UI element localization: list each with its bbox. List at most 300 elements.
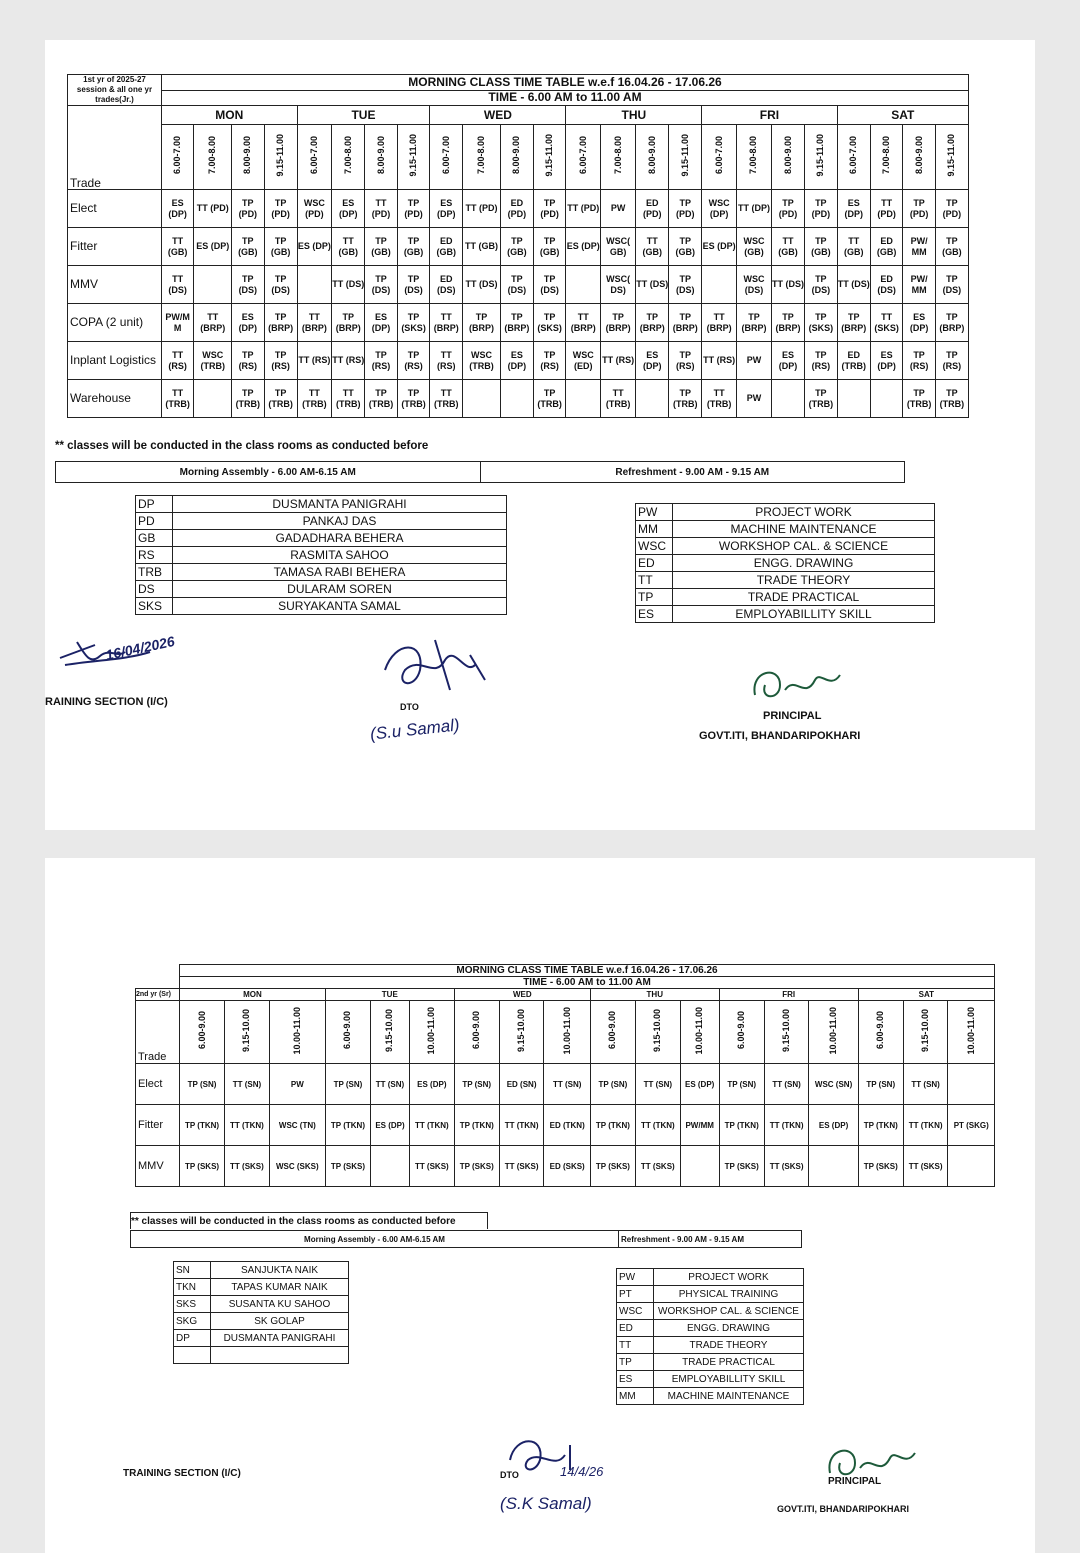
- timetable-title: MORNING CLASS TIME TABLE w.e.f 16.04.26 - 17.06.26: [180, 965, 995, 977]
- timetable-cell: TT (SKS): [870, 304, 902, 342]
- timetable-cell: TT (SN): [635, 1064, 680, 1105]
- legend-name: PHYSICAL TRAINING: [654, 1286, 804, 1303]
- training-section-label: RAINING SECTION (I/C): [45, 696, 168, 708]
- instructor-legend: [173, 1261, 349, 1364]
- trade-row: [136, 1105, 995, 1146]
- timetable-cell: [463, 380, 501, 418]
- dto-date: 14/4/26: [560, 1464, 604, 1479]
- session-header: [454, 1001, 499, 1064]
- session-time: 8.00-9.00: [375, 136, 386, 175]
- timetable-cell: TT (TRB): [601, 380, 636, 418]
- legend-row: [617, 1303, 804, 1320]
- legend-name: SUSANTA KU SAHOO: [211, 1296, 349, 1313]
- training-section-label: TRAINING SECTION (I/C): [123, 1468, 241, 1479]
- timetable-cell: TT (RS): [702, 342, 737, 380]
- day-header-thu: THU: [590, 989, 719, 1001]
- trade-row: [68, 380, 969, 418]
- legend-code: SKS: [136, 598, 173, 615]
- timetable-cell: TP (SKS): [325, 1146, 370, 1187]
- session-time: 9.15-10.00: [920, 1008, 931, 1053]
- timetable-cell: [772, 380, 805, 418]
- legend-name: TAPAS KUMAR NAIK: [211, 1279, 349, 1296]
- session-time: 10.00-11.00: [291, 1006, 302, 1055]
- trade-header: Trade: [68, 106, 162, 190]
- timetable-cell: TT (DS): [332, 266, 365, 304]
- timetable-cell: ES (DP): [809, 1105, 858, 1146]
- timetable-cell: TP (RS): [365, 342, 398, 380]
- timetable-cell: TT (DS): [837, 266, 870, 304]
- legend-code: RS: [136, 547, 173, 564]
- legend-name: EMPLOYABILLITY SKILL: [673, 606, 935, 623]
- timetable-cell: TP (TKN): [590, 1105, 635, 1146]
- legend-code: SN: [174, 1262, 211, 1279]
- legend-name: SK GOLAP: [211, 1313, 349, 1330]
- day-header-sat: SAT: [858, 989, 994, 1001]
- session-header: [325, 1001, 370, 1064]
- timetable-cell: WSC (TRB): [463, 342, 501, 380]
- timetable-cell: ES (DP): [500, 342, 533, 380]
- timetable-cell: TT (TRB): [162, 380, 194, 418]
- legend-row: [636, 521, 935, 538]
- session-time: 6.00-7.00: [172, 136, 183, 175]
- timetable-cell: PW: [269, 1064, 325, 1105]
- timetable-cell: TT (TKN): [499, 1105, 544, 1146]
- timetable-cell: TP (TKN): [858, 1105, 903, 1146]
- day-header-tue: TUE: [297, 106, 430, 125]
- session-header: [180, 1001, 225, 1064]
- second-year-timetable: [135, 964, 995, 1187]
- morning-assembly: Morning Assembly - 6.00 AM-6.15 AM: [304, 1234, 445, 1244]
- classroom-note-text: ** classes will be conducted in the class rooms as conducted before: [131, 1215, 456, 1227]
- legend-code: ES: [636, 606, 673, 623]
- timetable-cell: WSC (PD): [297, 190, 332, 228]
- dto-name: (S.K Samal): [500, 1494, 592, 1513]
- timetable-cell: TP (GB): [365, 228, 398, 266]
- session-header: [409, 1001, 454, 1064]
- timetable-cell: TT (DS): [772, 266, 805, 304]
- timetable-cell: [500, 380, 533, 418]
- session-header: [499, 1001, 544, 1064]
- timetable-cell: ES (DP): [409, 1064, 454, 1105]
- day-header-tue: TUE: [325, 989, 454, 1001]
- timetable-cell: ES (DP): [370, 1105, 409, 1146]
- session-header: [719, 1001, 764, 1064]
- session-time: 10.00-11.00: [965, 1006, 976, 1055]
- session-time: 7.00-8.00: [207, 136, 218, 175]
- trade-header: Trade: [136, 1001, 180, 1064]
- timetable-cell: TT (SN): [764, 1064, 809, 1105]
- legend-code: MM: [636, 521, 673, 538]
- institute-name: GOVT.ITI, BHANDARIPOKHARI: [777, 1504, 910, 1514]
- timetable-cell: WSC (DP): [702, 190, 737, 228]
- session-header: [764, 1001, 809, 1064]
- timetable-cell: TP (GB): [669, 228, 702, 266]
- timetable-cell: TP (DS): [533, 266, 566, 304]
- session-header: [500, 125, 533, 190]
- legend-code: DP: [174, 1330, 211, 1347]
- timetable-cell: TT (BRP): [194, 304, 232, 342]
- timetable-cell: TT (PD): [870, 190, 902, 228]
- timetable-cell: TT (TRB): [332, 380, 365, 418]
- timetable-cell: PT (SKG): [948, 1105, 995, 1146]
- timing-bar: [55, 461, 905, 483]
- timetable-cell: ED (GB): [430, 228, 463, 266]
- legend-row: [174, 1279, 349, 1296]
- timetable-cell: [948, 1064, 995, 1105]
- timetable-cell: TP (GB): [500, 228, 533, 266]
- timetable-cell: ES (DP): [870, 342, 902, 380]
- timetable-cell: TT (DS): [636, 266, 669, 304]
- legend-name: PROJECT WORK: [673, 504, 935, 521]
- timetable-cell: ES (DP): [636, 342, 669, 380]
- timetable-cell: TP (TRB): [397, 380, 430, 418]
- timetable-cell: TP (SN): [325, 1064, 370, 1105]
- timetable-cell: ED (PD): [500, 190, 533, 228]
- legend-row: [636, 589, 935, 606]
- timetable-cell: TP (SKS): [590, 1146, 635, 1187]
- instructor-legend: [135, 495, 507, 615]
- session-header: [948, 1001, 995, 1064]
- session-time: 7.00-8.00: [748, 136, 759, 175]
- legend-code: MM: [617, 1388, 654, 1405]
- session-header: [297, 125, 332, 190]
- session-header: [397, 125, 430, 190]
- legend-row: [174, 1330, 349, 1347]
- timetable-cell: [837, 380, 870, 418]
- timetable-cell: TT (SKS): [764, 1146, 809, 1187]
- timetable-cell: ED (TRB): [837, 342, 870, 380]
- timetable-cell: [636, 380, 669, 418]
- legend-name: EMPLOYABILLITY SKILL: [654, 1371, 804, 1388]
- refreshment: Refreshment - 9.00 AM - 9.15 AM: [618, 1231, 801, 1247]
- session-time: 8.00-9.00: [782, 136, 793, 175]
- timetable-cell: TP (PD): [805, 190, 838, 228]
- timing-bar: [130, 1230, 802, 1248]
- legend-row: [636, 606, 935, 623]
- legend-name: GADADHARA BEHERA: [173, 530, 507, 547]
- timetable-cell: WSC (GB): [736, 228, 771, 266]
- timetable-cell: WSC( DS): [601, 266, 636, 304]
- timetable-cell: TT (DS): [463, 266, 501, 304]
- session-time: 6.00-7.00: [577, 136, 588, 175]
- day-header-wed: WED: [430, 106, 566, 125]
- timetable-cell: TP (DS): [669, 266, 702, 304]
- principal-label: PRINCIPAL: [763, 710, 822, 722]
- timetable-cell: ED (TKN): [544, 1105, 590, 1146]
- legend-name: PANKAJ DAS: [173, 513, 507, 530]
- timetable-cell: [566, 380, 601, 418]
- timetable-cell: [809, 1146, 858, 1187]
- classroom-note: [130, 1212, 488, 1229]
- session-time: 6.00-9.00: [342, 1011, 353, 1050]
- legend-name: TRADE THEORY: [673, 572, 935, 589]
- timetable-cell: TP (GB): [264, 228, 297, 266]
- trade-name: MMV: [68, 266, 162, 304]
- timetable-cell: TP (SN): [180, 1064, 225, 1105]
- timetable-cell: TT (GB): [636, 228, 669, 266]
- timetable-cell: ES (DP): [772, 342, 805, 380]
- timetable-cell: [948, 1146, 995, 1187]
- session-time: 7.00-8.00: [881, 136, 892, 175]
- timetable-cell: PW/ MM: [903, 266, 936, 304]
- session-time: 6.00-7.00: [713, 136, 724, 175]
- legend-row: [636, 572, 935, 589]
- timetable-cell: TP (TRB): [232, 380, 265, 418]
- session-time: 10.00-11.00: [694, 1006, 705, 1055]
- session-header: [225, 1001, 270, 1064]
- timetable-cell: WSC (SN): [809, 1064, 858, 1105]
- session-header: [635, 1001, 680, 1064]
- timetable-cell: TP (RS): [669, 342, 702, 380]
- timetable-cell: TT (GB): [772, 228, 805, 266]
- dto-label: DTO: [400, 702, 419, 712]
- legend-code: SKS: [174, 1296, 211, 1313]
- legend-code: ES: [617, 1371, 654, 1388]
- legend-code: PW: [636, 504, 673, 521]
- timetable-cell: ED (SN): [499, 1064, 544, 1105]
- trade-row: [68, 342, 969, 380]
- timetable-cell: TP (PD): [772, 190, 805, 228]
- timetable-cell: TP (SKS): [719, 1146, 764, 1187]
- timetable-cell: TP (TRB): [669, 380, 702, 418]
- session-header: [264, 125, 297, 190]
- timetable-cell: ES (DP): [232, 304, 265, 342]
- legend-row: [174, 1313, 349, 1330]
- timetable-cell: TT (RS): [162, 342, 194, 380]
- legend-name: TRADE PRACTICAL: [673, 589, 935, 606]
- timetable-cell: TP (PD): [935, 190, 968, 228]
- session-time: 7.00-8.00: [342, 136, 353, 175]
- session-time: 9.15-11.00: [679, 134, 690, 177]
- legend-row: [174, 1296, 349, 1313]
- timetable-cell: TT (SN): [544, 1064, 590, 1105]
- legend-code: TP: [617, 1354, 654, 1371]
- legend-name: SURYAKANTA SAMAL: [173, 598, 507, 615]
- timetable-cell: WSC (DS): [736, 266, 771, 304]
- legend-name: [211, 1347, 349, 1364]
- institute-name: GOVT.ITI, BHANDARIPOKHARI: [699, 730, 861, 742]
- timetable-cell: TP (GB): [935, 228, 968, 266]
- session-time: 6.00-9.00: [875, 1011, 886, 1050]
- timetable-cell: TP (SN): [454, 1064, 499, 1105]
- day-header-fri: FRI: [719, 989, 858, 1001]
- timetable-page-1: [45, 40, 1035, 830]
- timetable-cell: [566, 266, 601, 304]
- trade-name: Inplant Logistics: [68, 342, 162, 380]
- timetable-cell: TP (PD): [669, 190, 702, 228]
- legend-name: PROJECT WORK: [654, 1269, 804, 1286]
- session-time: 6.00-7.00: [848, 136, 859, 175]
- timetable-cell: TP (PD): [397, 190, 430, 228]
- legend-row: [617, 1269, 804, 1286]
- legend-code: TT: [636, 572, 673, 589]
- session-time: 10.00-11.00: [828, 1006, 839, 1055]
- trade-name: MMV: [136, 1146, 180, 1187]
- session-header: [332, 125, 365, 190]
- legend-code: SKG: [174, 1313, 211, 1330]
- timetable-cell: WSC (TN): [269, 1105, 325, 1146]
- legend-row: [617, 1337, 804, 1354]
- legend-name: TRADE THEORY: [654, 1337, 804, 1354]
- legend-row: [174, 1262, 349, 1279]
- timetable-cell: TP (SKS): [858, 1146, 903, 1187]
- session-time: 6.00-7.00: [308, 136, 319, 175]
- trade-name: COPA (2 unit): [68, 304, 162, 342]
- legend-row: [136, 564, 507, 581]
- timetable-cell: TP (PD): [533, 190, 566, 228]
- timetable-cell: ES (DP): [194, 228, 232, 266]
- timetable-cell: TP (PD): [903, 190, 936, 228]
- timetable-cell: TT (GB): [162, 228, 194, 266]
- timetable-cell: TP (PD): [232, 190, 265, 228]
- refreshment: Refreshment - 9.00 AM - 9.15 AM: [480, 462, 905, 482]
- timetable-cell: TP (DS): [397, 266, 430, 304]
- timetable-cell: TT (RS): [430, 342, 463, 380]
- subject-legend: [616, 1268, 804, 1405]
- session-header: [680, 1001, 719, 1064]
- timetable-time: TIME - 6.00 AM to 11.00 AM: [162, 90, 969, 106]
- timetable-cell: TP (DS): [365, 266, 398, 304]
- timetable-cell: TP (BRP): [264, 304, 297, 342]
- timetable-cell: PW: [736, 342, 771, 380]
- legend-code: WSC: [636, 538, 673, 555]
- timetable-cell: PW/M M: [162, 304, 194, 342]
- trade-name: Fitter: [136, 1105, 180, 1146]
- legend-code: PD: [136, 513, 173, 530]
- session-header: [232, 125, 265, 190]
- legend-name: MACHINE MAINTENANCE: [654, 1388, 804, 1405]
- timetable-cell: ES (DP): [702, 228, 737, 266]
- timetable-cell: TP (DS): [805, 266, 838, 304]
- legend-row: [136, 547, 507, 564]
- timetable-cell: ES (DP): [680, 1064, 719, 1105]
- session-header: [636, 125, 669, 190]
- session-time: 9.15-10.00: [781, 1008, 792, 1053]
- trade-row: [136, 1064, 995, 1105]
- session-time: 7.00-8.00: [476, 136, 487, 175]
- legend-name: RASMITA SAHOO: [173, 547, 507, 564]
- trade-row: [136, 1146, 995, 1187]
- session-time: 6.00-9.00: [607, 1011, 618, 1050]
- principal-signature: [745, 655, 855, 715]
- timetable-cell: TT (GB): [463, 228, 501, 266]
- session-header: [430, 125, 463, 190]
- timetable-cell: TP (BRP): [669, 304, 702, 342]
- timetable-cell: ED (DS): [430, 266, 463, 304]
- legend-name: DUSMANTA PANIGRAHI: [173, 496, 507, 513]
- session-header: [903, 1001, 948, 1064]
- timetable-cell: TP (BRP): [601, 304, 636, 342]
- session-time: 9.15-11.00: [408, 134, 419, 177]
- legend-code: ED: [617, 1320, 654, 1337]
- timetable-cell: TP (BRP): [636, 304, 669, 342]
- session-time: 7.00-8.00: [612, 136, 623, 175]
- legend-name: TAMASA RABI BEHERA: [173, 564, 507, 581]
- legend-name: SANJUKTA NAIK: [211, 1262, 349, 1279]
- session-time: 6.00-9.00: [736, 1011, 747, 1050]
- dto-label: DTO: [500, 1470, 519, 1480]
- legend-code: WSC: [617, 1303, 654, 1320]
- timetable-cell: TP (DS): [500, 266, 533, 304]
- trade-name: Warehouse: [68, 380, 162, 418]
- timetable-cell: TT (GB): [837, 228, 870, 266]
- timetable-cell: ES (DP): [297, 228, 332, 266]
- timetable-cell: TP (BRP): [463, 304, 501, 342]
- principal-label: PRINCIPAL: [828, 1476, 882, 1487]
- day-header-mon: MON: [180, 989, 326, 1001]
- timetable-cell: TT (RS): [297, 342, 332, 380]
- timetable-cell: ES (DP): [332, 190, 365, 228]
- timetable-cell: [297, 266, 332, 304]
- timetable-cell: ED (PD): [636, 190, 669, 228]
- timetable-cell: TP (SN): [590, 1064, 635, 1105]
- session-time: 9.15-11.00: [815, 134, 826, 177]
- legend-row: [636, 504, 935, 521]
- session-header: [870, 125, 902, 190]
- timetable-time: TIME - 6.00 AM to 11.00 AM: [180, 977, 995, 989]
- corner-label: 2nd yr (Sr): [136, 989, 180, 1001]
- trade-row: [68, 228, 969, 266]
- timetable-cell: TT (TKN): [764, 1105, 809, 1146]
- session-time: 9.15-10.00: [652, 1008, 663, 1053]
- timetable-cell: TP (RS): [232, 342, 265, 380]
- legend-row: [136, 513, 507, 530]
- session-header: [370, 1001, 409, 1064]
- session-header: [772, 125, 805, 190]
- timetable-cell: TP (SKS): [180, 1146, 225, 1187]
- legend-name: ENGG. DRAWING: [654, 1320, 804, 1337]
- legend-row: [136, 598, 507, 615]
- dto-name: (S.u Samal): [369, 715, 461, 744]
- timetable-cell: TP (TKN): [454, 1105, 499, 1146]
- legend-code: TP: [636, 589, 673, 606]
- session-header: [809, 1001, 858, 1064]
- session-header: [858, 1001, 903, 1064]
- timetable-cell: TT (RS): [601, 342, 636, 380]
- timetable-cell: TP (BRP): [736, 304, 771, 342]
- training-date: 16/04/2026: [104, 632, 176, 664]
- timetable-cell: TT (SN): [225, 1064, 270, 1105]
- legend-row: [174, 1347, 349, 1364]
- timetable-cell: TP (TRB): [935, 380, 968, 418]
- corner-label: 1st yr of 2025-27 session & all one yr trades(Jr.): [68, 75, 162, 106]
- timetable-cell: TP (TRB): [365, 380, 398, 418]
- session-time: 9.15-10.00: [241, 1008, 252, 1053]
- legend-name: TRADE PRACTICAL: [654, 1354, 804, 1371]
- session-time: 9.15-10.00: [384, 1008, 395, 1053]
- timetable-cell: TP (TRB): [805, 380, 838, 418]
- trade-row: [68, 190, 969, 228]
- dto-signature: [375, 630, 515, 710]
- legend-row: [136, 530, 507, 547]
- timetable-cell: ES (DP): [365, 304, 398, 342]
- morning-assembly: Morning Assembly - 6.00 AM-6.15 AM: [179, 466, 356, 478]
- timetable-cell: TP (SN): [719, 1064, 764, 1105]
- timetable-cell: PW: [736, 380, 771, 418]
- timetable-cell: TP (RS): [397, 342, 430, 380]
- session-time: 9.15-11.00: [946, 134, 957, 177]
- session-header: [805, 125, 838, 190]
- timetable-cell: TP (TRB): [903, 380, 936, 418]
- timetable-cell: TP (GB): [533, 228, 566, 266]
- first-year-timetable: [67, 74, 969, 418]
- timetable-cell: TT (BRP): [297, 304, 332, 342]
- timetable-cell: ES (DP): [566, 228, 601, 266]
- legend-code: DP: [136, 496, 173, 513]
- timetable-cell: ED (SKS): [544, 1146, 590, 1187]
- timetable-cell: ES (DP): [430, 190, 463, 228]
- timetable-cell: TP (SKS): [533, 304, 566, 342]
